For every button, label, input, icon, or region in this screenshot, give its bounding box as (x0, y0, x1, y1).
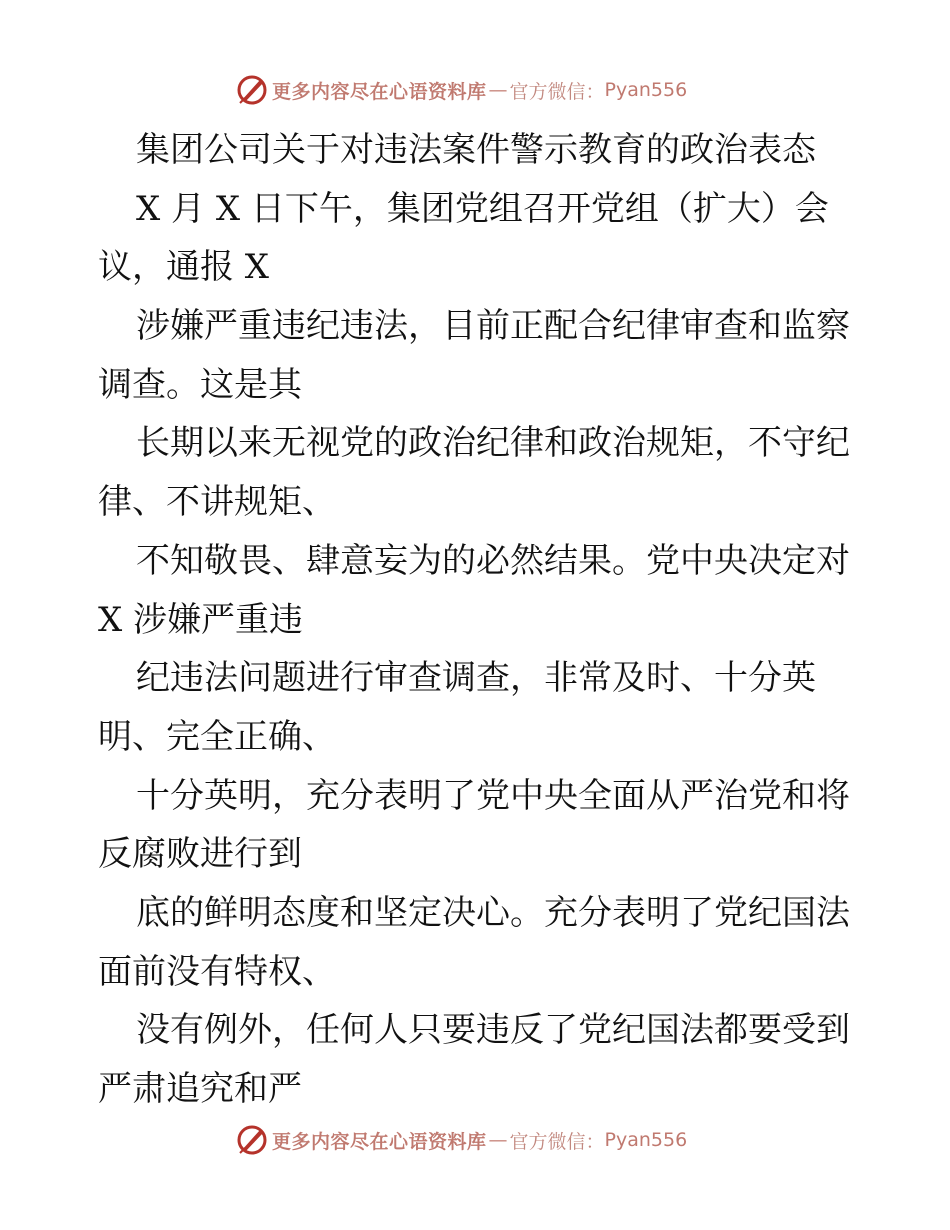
document-title: 集团公司关于对违法案件警示教育的政治表态 (136, 130, 816, 170)
body-line: 严肃追究和严 (98, 1069, 302, 1109)
body-line: X 涉嫌严重违 (98, 599, 304, 640)
banner-wechat-label: 官方微信： (509, 80, 605, 103)
quill-seal-logo-icon (236, 1124, 268, 1156)
body-line: 明、完全正确、 (98, 716, 336, 757)
body-line: 调查。这是其 (98, 364, 302, 405)
body-line: 面前没有特权、 (98, 951, 336, 992)
footer-banner (236, 1122, 687, 1158)
body-line: 长期以来无视党的政治纪律和政治规矩，不守纪 (136, 423, 850, 464)
banner-separator: — (488, 79, 508, 101)
body-line: 没有例外，任何人只要违反了党纪国法都要受到 (136, 1010, 850, 1051)
body-line: 议，通报 X (98, 247, 270, 288)
body-line: 涉嫌严重违纪违法，目前正配合纪律审查和监察 (136, 306, 850, 347)
banner-brand-text: 更多内容尽在心语资料库 (272, 1130, 487, 1153)
banner-wechat-id: Pyan556 (604, 79, 688, 101)
body-line: 十分英明，充分表明了党中央全面从严治党和将 (136, 775, 850, 816)
banner-wechat-label: 官方微信： (509, 1130, 605, 1153)
body-line: 律、不讲规矩、 (98, 482, 336, 523)
body-line: X 月 X 日下午，集团党组召开党组（扩大）会 (136, 188, 829, 229)
header-banner (236, 72, 687, 108)
body-line: 底的鲜明态度和坚定决心。充分表明了党纪国法 (136, 892, 850, 933)
quill-seal-logo-icon (236, 74, 268, 106)
body-line: 反腐败进行到 (98, 834, 302, 875)
banner-separator: — (488, 1129, 508, 1151)
body-line: 不知敬畏、肆意妄为的必然结果。党中央决定对 (136, 540, 850, 581)
banner-wechat-id: Pyan556 (604, 1129, 688, 1151)
body-line: 纪违法问题进行审查调查，非常及时、十分英 (136, 658, 816, 699)
document-body (98, 121, 858, 1119)
banner-brand-text: 更多内容尽在心语资料库 (272, 80, 487, 103)
